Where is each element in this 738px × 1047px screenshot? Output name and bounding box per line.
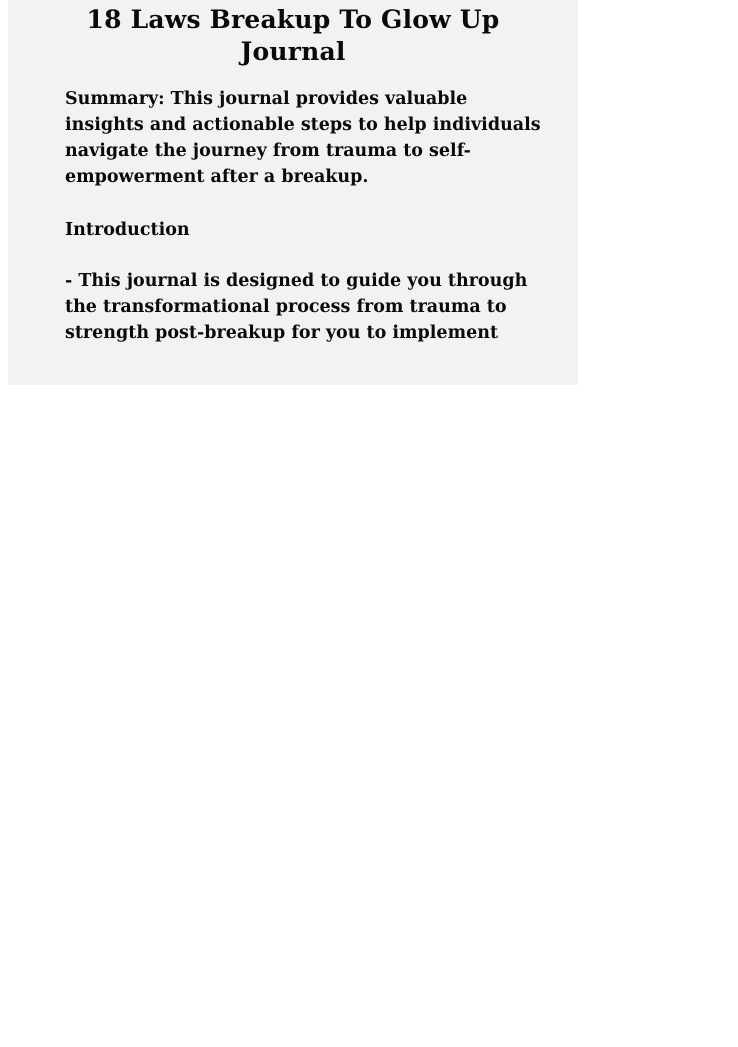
page-blank-area <box>0 385 738 1047</box>
introduction-heading: Introduction <box>65 220 190 240</box>
summary-paragraph: Summary: This journal provides valuable insights and actionable steps to help individuals navigate the journey from trauma to self-empowerment after a breakup. <box>65 89 541 188</box>
introduction-paragraph: - This journal is designed to guide you through the transformational process from trauma to strength post-breakup for you to implement <box>65 271 528 344</box>
page-title: 18 Laws Breakup To Glow Up Journal <box>86 5 500 66</box>
document-content <box>8 0 578 385</box>
